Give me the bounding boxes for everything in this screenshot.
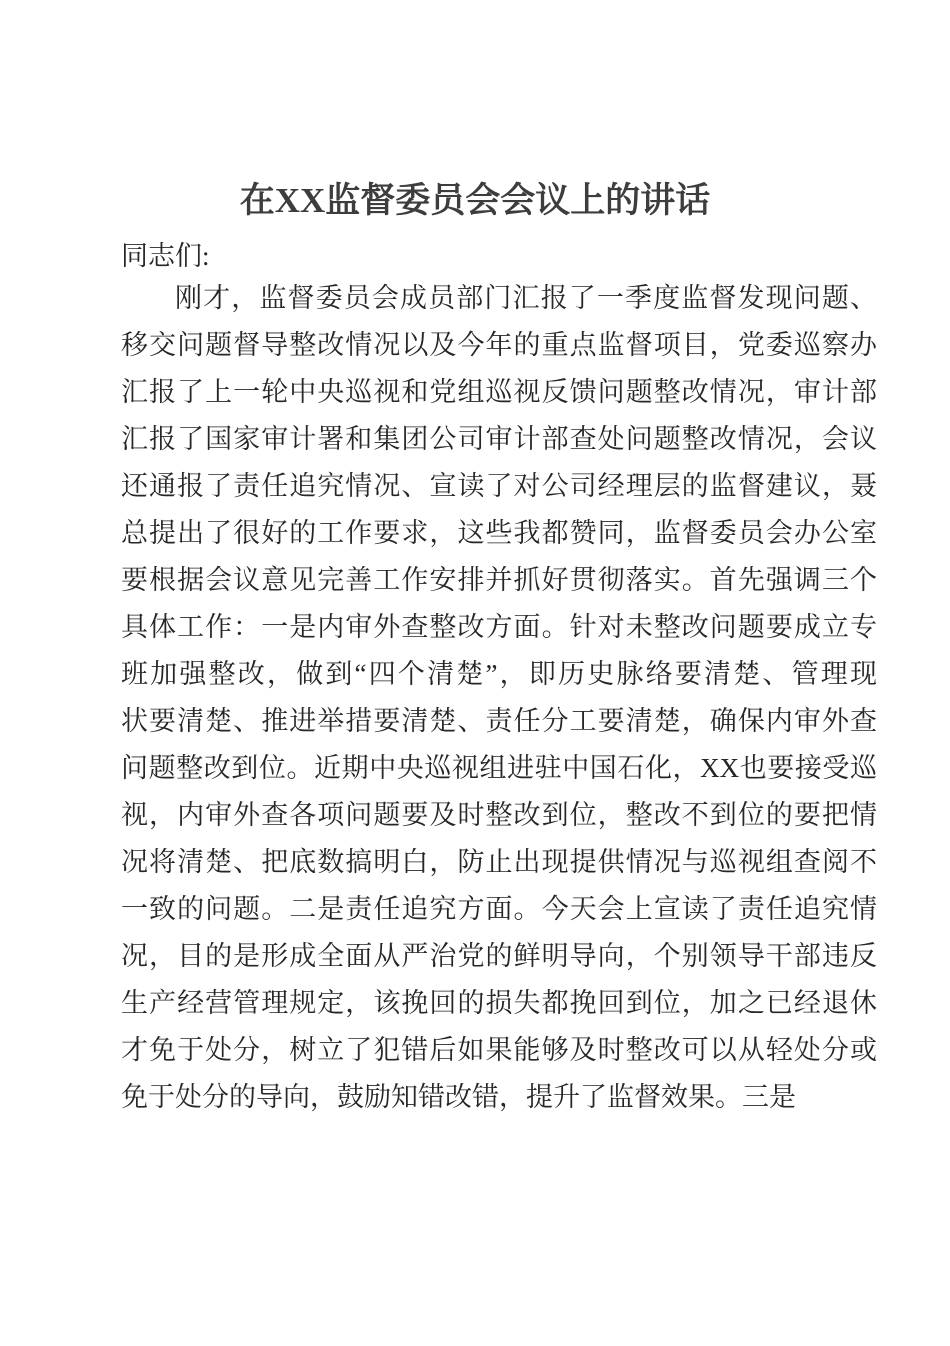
paragraph-line: 还通报了责任追究情况、宣读了对公司经理层的监督建议，聂 (121, 471, 877, 501)
paragraph-line: 移交问题督导整改情况以及今年的重点监督项目，党委巡察办 (121, 330, 877, 360)
paragraph-line: 要根据会议意见完善工作安排并抓好贯彻落实。首先强调三个 (121, 565, 877, 595)
paragraph-line: 状要清楚、推进举措要清楚、责任分工要清楚，确保内审外查 (121, 706, 877, 736)
paragraph-line: 免于处分的导向，鼓励知错改错，提升了监督效果。三是 (121, 1082, 796, 1112)
paragraph-line: 刚才，监督委员会成员部门汇报了一季度监督发现问题、 (175, 283, 877, 313)
paragraph-line: 视，内审外查各项问题要及时整改到位，整改不到位的要把情 (121, 800, 877, 830)
paragraph-line: 况，目的是形成全面从严治党的鲜明导向，个别领导干部违反 (121, 941, 877, 971)
paragraph (121, 275, 877, 1121)
paragraph-line: 具体工作：一是内审外查整改方面。针对未整改问题要成立专 (121, 612, 877, 642)
document-title: 在XX监督委员会会议上的讲话 (239, 181, 711, 220)
paragraph-line: 问题整改到位。近期中央巡视组进驻中国石化，XX也要接受巡 (121, 753, 877, 783)
paragraph-line: 才免于处分，树立了犯错后如果能够及时整改可以从轻处分或 (121, 1035, 877, 1065)
paragraph-line: 况将清楚、把底数搞明白，防止出现提供情况与巡视组查阅不 (121, 847, 877, 877)
paragraph-line: 汇报了上一轮中央巡视和党组巡视反馈问题整改情况，审计部 (121, 377, 877, 407)
paragraph-line: 班加强整改，做到“四个清楚”，即历史脉络要清楚、管理现 (121, 659, 877, 689)
paragraph-line: 一致的问题。二是责任追究方面。今天会上宣读了责任追究情 (121, 894, 877, 924)
paragraph-line: 总提出了很好的工作要求，这些我都赞同，监督委员会办公室 (121, 518, 877, 548)
salutation: 同志们: (121, 241, 210, 271)
paragraph-line: 生产经营管理规定，该挽回的损失都挽回到位，加之已经退休 (121, 988, 877, 1018)
paragraph-line: 汇报了国家审计署和集团公司审计部查处问题整改情况，会议 (121, 424, 877, 454)
